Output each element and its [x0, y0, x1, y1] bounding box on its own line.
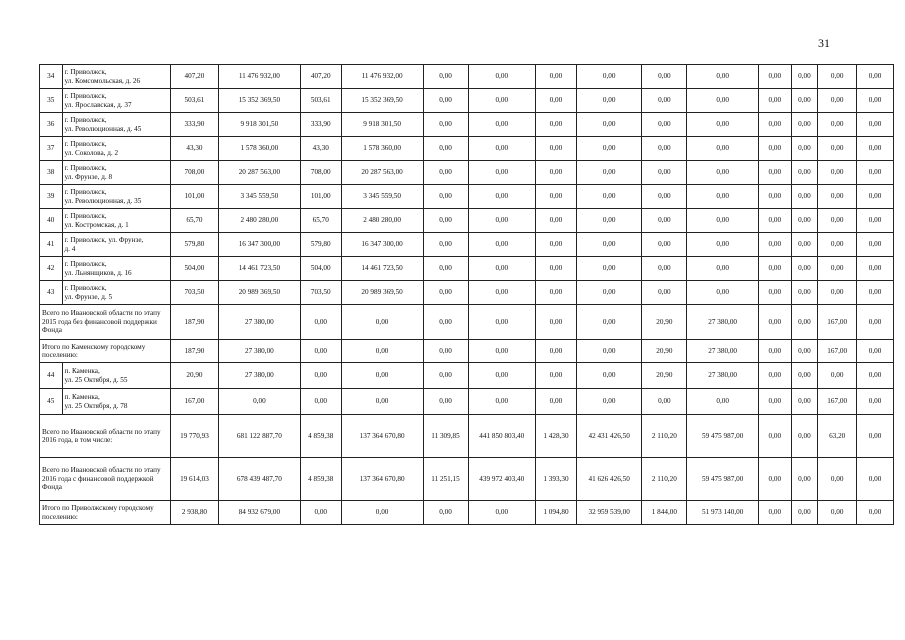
value-cell: 0,00 — [468, 137, 536, 161]
value-cell: 15 352 369,50 — [341, 89, 423, 113]
value-cell: 0,00 — [576, 113, 641, 137]
value-cell: 0,00 — [818, 113, 857, 137]
value-cell: 0,00 — [687, 113, 759, 137]
value-cell: 20 989 369,50 — [341, 281, 423, 305]
value-cell: 0,00 — [818, 161, 857, 185]
value-cell: 65,70 — [170, 209, 218, 233]
table-row — [40, 233, 894, 257]
summary-row — [40, 458, 894, 501]
value-cell: 14 461 723,50 — [341, 257, 423, 281]
value-cell: 2 110,20 — [642, 458, 687, 501]
value-cell: 2 480 280,00 — [341, 209, 423, 233]
value-cell: 0,00 — [576, 89, 641, 113]
value-cell: 0,00 — [758, 209, 791, 233]
value-cell: 0,00 — [423, 185, 468, 209]
value-cell: 0,00 — [758, 65, 791, 89]
value-cell: 0,00 — [468, 185, 536, 209]
value-cell: 0,00 — [576, 161, 641, 185]
value-cell: 0,00 — [536, 161, 577, 185]
value-cell: 579,80 — [170, 233, 218, 257]
value-cell: 101,00 — [170, 185, 218, 209]
value-cell: 20,90 — [170, 363, 218, 389]
value-cell: 9 918 301,50 — [341, 113, 423, 137]
summary-row — [40, 415, 894, 458]
table-row — [40, 257, 894, 281]
value-cell: 20 287 563,00 — [218, 161, 300, 185]
value-cell: 0,00 — [576, 340, 641, 363]
value-cell: 0,00 — [536, 137, 577, 161]
value-cell: 0,00 — [758, 257, 791, 281]
value-cell: 0,00 — [423, 340, 468, 363]
value-cell: 51 973 140,00 — [687, 501, 759, 525]
value-cell: 0,00 — [758, 113, 791, 137]
value-cell: 0,00 — [687, 257, 759, 281]
value-cell: 0,00 — [468, 161, 536, 185]
value-cell: 708,00 — [300, 161, 341, 185]
summary-label: Итого по Приволжскому городскому поселению: — [40, 501, 171, 525]
row-number: 42 — [40, 257, 63, 281]
value-cell: 0,00 — [642, 209, 687, 233]
value-cell: 0,00 — [791, 458, 818, 501]
value-cell: 0,00 — [818, 137, 857, 161]
row-number: 38 — [40, 161, 63, 185]
value-cell: 1 428,30 — [536, 415, 577, 458]
value-cell: 0,00 — [857, 65, 894, 89]
value-cell: 0,00 — [300, 340, 341, 363]
value-cell: 2 938,80 — [170, 501, 218, 525]
row-number: 43 — [40, 281, 63, 305]
value-cell: 0,00 — [758, 501, 791, 525]
value-cell: 0,00 — [818, 233, 857, 257]
value-cell: 0,00 — [791, 137, 818, 161]
table-row — [40, 89, 894, 113]
address-cell: г. Приволжск, ул. Ярославская, д. 37 — [62, 89, 170, 113]
value-cell: 0,00 — [468, 233, 536, 257]
value-cell: 11 476 932,00 — [218, 65, 300, 89]
summary-label: Всего по Ивановской области по этапу 2015 года без финансовой поддержки Фонда — [40, 305, 171, 340]
value-cell: 0,00 — [818, 363, 857, 389]
value-cell: 0,00 — [758, 458, 791, 501]
value-cell: 0,00 — [857, 340, 894, 363]
value-cell: 0,00 — [758, 305, 791, 340]
value-cell: 0,00 — [642, 89, 687, 113]
address-cell: п. Каменка, ул. 25 Октября, д. 55 — [62, 363, 170, 389]
value-cell: 439 972 403,40 — [468, 458, 536, 501]
value-cell: 0,00 — [857, 113, 894, 137]
value-cell: 0,00 — [857, 89, 894, 113]
value-cell: 0,00 — [791, 65, 818, 89]
value-cell: 0,00 — [857, 363, 894, 389]
value-cell: 333,90 — [300, 113, 341, 137]
table-body — [40, 65, 894, 525]
value-cell: 0,00 — [857, 501, 894, 525]
value-cell: 0,00 — [536, 89, 577, 113]
value-cell: 0,00 — [423, 281, 468, 305]
value-cell: 0,00 — [791, 501, 818, 525]
value-cell: 0,00 — [818, 281, 857, 305]
table-row — [40, 113, 894, 137]
summary-row — [40, 501, 894, 525]
value-cell: 0,00 — [791, 209, 818, 233]
value-cell: 0,00 — [218, 389, 300, 415]
value-cell: 16 347 300,00 — [341, 233, 423, 257]
value-cell: 0,00 — [758, 185, 791, 209]
summary-row — [40, 340, 894, 363]
value-cell: 20 989 369,50 — [218, 281, 300, 305]
value-cell: 0,00 — [791, 89, 818, 113]
value-cell: 0,00 — [818, 458, 857, 501]
value-cell: 27 380,00 — [687, 340, 759, 363]
value-cell: 27 380,00 — [218, 340, 300, 363]
value-cell: 1 578 360,00 — [218, 137, 300, 161]
value-cell: 11 476 932,00 — [341, 65, 423, 89]
value-cell: 20 287 563,00 — [341, 161, 423, 185]
value-cell: 407,20 — [170, 65, 218, 89]
value-cell: 0,00 — [857, 257, 894, 281]
value-cell: 0,00 — [857, 161, 894, 185]
row-number: 41 — [40, 233, 63, 257]
value-cell: 1 094,80 — [536, 501, 577, 525]
value-cell: 0,00 — [423, 113, 468, 137]
value-cell: 0,00 — [818, 257, 857, 281]
value-cell: 0,00 — [791, 281, 818, 305]
value-cell: 1 393,30 — [536, 458, 577, 501]
address-cell: г. Приволжск, ул. Костромская, д. 1 — [62, 209, 170, 233]
value-cell: 0,00 — [642, 161, 687, 185]
table-row — [40, 185, 894, 209]
value-cell: 703,50 — [300, 281, 341, 305]
value-cell: 0,00 — [791, 233, 818, 257]
value-cell: 0,00 — [423, 65, 468, 89]
value-cell: 0,00 — [468, 501, 536, 525]
value-cell: 101,00 — [300, 185, 341, 209]
address-cell: г. Приволжск, ул. Соколова, д. 2 — [62, 137, 170, 161]
value-cell: 407,20 — [300, 65, 341, 89]
value-cell: 0,00 — [642, 257, 687, 281]
value-cell: 441 850 803,40 — [468, 415, 536, 458]
value-cell: 0,00 — [758, 363, 791, 389]
value-cell: 0,00 — [468, 257, 536, 281]
value-cell: 167,00 — [818, 305, 857, 340]
value-cell: 0,00 — [818, 185, 857, 209]
value-cell: 703,50 — [170, 281, 218, 305]
value-cell: 708,00 — [170, 161, 218, 185]
summary-row — [40, 305, 894, 340]
table-row — [40, 389, 894, 415]
value-cell: 84 932 679,00 — [218, 501, 300, 525]
row-number: 45 — [40, 389, 63, 415]
value-cell: 0,00 — [642, 65, 687, 89]
value-cell: 0,00 — [576, 233, 641, 257]
value-cell: 2 480 280,00 — [218, 209, 300, 233]
value-cell: 14 461 723,50 — [218, 257, 300, 281]
value-cell: 3 345 559,50 — [218, 185, 300, 209]
page-number: 31 — [818, 36, 830, 50]
value-cell: 0,00 — [536, 65, 577, 89]
value-cell: 4 859,38 — [300, 458, 341, 501]
value-cell: 0,00 — [642, 233, 687, 257]
value-cell: 0,00 — [576, 281, 641, 305]
value-cell: 1 578 360,00 — [341, 137, 423, 161]
value-cell: 0,00 — [642, 137, 687, 161]
value-cell: 0,00 — [423, 257, 468, 281]
value-cell: 0,00 — [791, 113, 818, 137]
value-cell: 0,00 — [576, 65, 641, 89]
value-cell: 42 431 426,50 — [576, 415, 641, 458]
value-cell: 0,00 — [423, 363, 468, 389]
value-cell: 0,00 — [857, 137, 894, 161]
value-cell: 9 918 301,50 — [218, 113, 300, 137]
housing-table — [39, 64, 894, 525]
value-cell: 0,00 — [300, 305, 341, 340]
value-cell: 0,00 — [791, 340, 818, 363]
table-row — [40, 137, 894, 161]
value-cell: 0,00 — [423, 233, 468, 257]
value-cell: 19 770,93 — [170, 415, 218, 458]
value-cell: 0,00 — [576, 389, 641, 415]
value-cell: 0,00 — [642, 113, 687, 137]
value-cell: 32 959 539,00 — [576, 501, 641, 525]
value-cell: 579,80 — [300, 233, 341, 257]
value-cell: 0,00 — [758, 389, 791, 415]
value-cell: 187,90 — [170, 340, 218, 363]
value-cell: 0,00 — [536, 257, 577, 281]
value-cell: 11 309,85 — [423, 415, 468, 458]
address-cell: г. Приволжск, ул. Революционная, д. 35 — [62, 185, 170, 209]
value-cell: 0,00 — [791, 415, 818, 458]
value-cell: 2 110,20 — [642, 415, 687, 458]
value-cell: 19 614,03 — [170, 458, 218, 501]
value-cell: 0,00 — [536, 305, 577, 340]
value-cell: 0,00 — [536, 233, 577, 257]
value-cell: 0,00 — [857, 281, 894, 305]
value-cell: 0,00 — [576, 305, 641, 340]
value-cell: 43,30 — [170, 137, 218, 161]
value-cell: 20,90 — [642, 340, 687, 363]
value-cell: 0,00 — [468, 363, 536, 389]
value-cell: 1 844,00 — [642, 501, 687, 525]
summary-label: Всего по Ивановской области по этапу 2016 года, в том числе: — [40, 415, 171, 458]
row-number: 37 — [40, 137, 63, 161]
value-cell: 678 439 487,70 — [218, 458, 300, 501]
value-cell: 0,00 — [423, 89, 468, 113]
value-cell: 0,00 — [642, 389, 687, 415]
value-cell: 0,00 — [468, 389, 536, 415]
value-cell: 0,00 — [857, 185, 894, 209]
table-row — [40, 281, 894, 305]
value-cell: 0,00 — [576, 257, 641, 281]
value-cell: 0,00 — [468, 65, 536, 89]
value-cell: 0,00 — [468, 305, 536, 340]
value-cell: 137 364 670,80 — [341, 458, 423, 501]
value-cell: 0,00 — [857, 209, 894, 233]
value-cell: 503,61 — [300, 89, 341, 113]
table-row — [40, 363, 894, 389]
value-cell: 0,00 — [687, 389, 759, 415]
value-cell: 16 347 300,00 — [218, 233, 300, 257]
value-cell: 0,00 — [818, 209, 857, 233]
value-cell: 167,00 — [170, 389, 218, 415]
value-cell: 27 380,00 — [218, 305, 300, 340]
value-cell: 0,00 — [468, 281, 536, 305]
value-cell: 0,00 — [468, 340, 536, 363]
value-cell: 59 475 987,00 — [687, 415, 759, 458]
value-cell: 0,00 — [642, 185, 687, 209]
value-cell: 0,00 — [423, 389, 468, 415]
value-cell: 0,00 — [576, 137, 641, 161]
value-cell: 27 380,00 — [687, 305, 759, 340]
value-cell: 0,00 — [300, 389, 341, 415]
value-cell: 0,00 — [687, 233, 759, 257]
summary-label: Итого по Каменскому городскому поселению: — [40, 340, 171, 363]
value-cell: 0,00 — [341, 305, 423, 340]
value-cell: 0,00 — [341, 363, 423, 389]
value-cell: 0,00 — [687, 209, 759, 233]
value-cell: 0,00 — [423, 305, 468, 340]
value-cell: 0,00 — [536, 281, 577, 305]
value-cell: 0,00 — [423, 161, 468, 185]
value-cell: 0,00 — [857, 233, 894, 257]
row-number: 44 — [40, 363, 63, 389]
value-cell: 0,00 — [791, 257, 818, 281]
value-cell: 0,00 — [857, 305, 894, 340]
value-cell: 0,00 — [468, 113, 536, 137]
value-cell: 333,90 — [170, 113, 218, 137]
value-cell: 0,00 — [687, 185, 759, 209]
value-cell: 0,00 — [758, 137, 791, 161]
value-cell: 0,00 — [687, 65, 759, 89]
row-number: 34 — [40, 65, 63, 89]
value-cell: 0,00 — [758, 89, 791, 113]
value-cell: 41 626 426,50 — [576, 458, 641, 501]
row-number: 36 — [40, 113, 63, 137]
address-cell: г. Приволжск, ул. Революционная, д. 45 — [62, 113, 170, 137]
value-cell: 0,00 — [791, 185, 818, 209]
value-cell: 0,00 — [791, 305, 818, 340]
value-cell: 0,00 — [341, 389, 423, 415]
row-number: 39 — [40, 185, 63, 209]
address-cell: г. Приволжск, ул. Фрунзе, д. 5 — [62, 281, 170, 305]
value-cell: 0,00 — [536, 209, 577, 233]
value-cell: 0,00 — [818, 501, 857, 525]
value-cell: 15 352 369,50 — [218, 89, 300, 113]
value-cell: 0,00 — [791, 389, 818, 415]
value-cell: 187,90 — [170, 305, 218, 340]
value-cell: 0,00 — [642, 281, 687, 305]
value-cell: 0,00 — [423, 501, 468, 525]
value-cell: 0,00 — [758, 281, 791, 305]
value-cell: 0,00 — [468, 89, 536, 113]
value-cell: 0,00 — [341, 501, 423, 525]
value-cell: 0,00 — [857, 389, 894, 415]
value-cell: 0,00 — [791, 363, 818, 389]
value-cell: 4 859,38 — [300, 415, 341, 458]
address-cell: г. Приволжск, ул. Фрунзе, д. 8 — [62, 161, 170, 185]
value-cell: 504,00 — [170, 257, 218, 281]
value-cell: 0,00 — [300, 363, 341, 389]
table-row — [40, 65, 894, 89]
value-cell: 59 475 987,00 — [687, 458, 759, 501]
value-cell: 167,00 — [818, 340, 857, 363]
value-cell: 0,00 — [576, 363, 641, 389]
address-cell: п. Каменка, ул. 25 Октября, д. 78 — [62, 389, 170, 415]
value-cell: 11 251,15 — [423, 458, 468, 501]
value-cell: 0,00 — [423, 209, 468, 233]
address-cell: г. Приволжск, ул. Льнянщиков, д. 16 — [62, 257, 170, 281]
value-cell: 63,20 — [818, 415, 857, 458]
value-cell: 0,00 — [300, 501, 341, 525]
table-row — [40, 209, 894, 233]
value-cell: 0,00 — [423, 137, 468, 161]
value-cell: 0,00 — [536, 363, 577, 389]
value-cell: 0,00 — [687, 89, 759, 113]
value-cell: 0,00 — [536, 113, 577, 137]
value-cell: 0,00 — [536, 389, 577, 415]
address-cell: г. Приволжск, ул. Комсомольская, д. 26 — [62, 65, 170, 89]
value-cell: 27 380,00 — [687, 363, 759, 389]
value-cell: 681 122 887,70 — [218, 415, 300, 458]
value-cell: 0,00 — [468, 209, 536, 233]
value-cell: 0,00 — [536, 185, 577, 209]
value-cell: 167,00 — [818, 389, 857, 415]
value-cell: 0,00 — [758, 415, 791, 458]
address-cell: г. Приволжск, ул. Фрунзе, д. 4 — [62, 233, 170, 257]
value-cell: 0,00 — [687, 281, 759, 305]
value-cell: 20,90 — [642, 363, 687, 389]
value-cell: 3 345 559,50 — [341, 185, 423, 209]
value-cell: 0,00 — [818, 65, 857, 89]
row-number: 35 — [40, 89, 63, 113]
value-cell: 0,00 — [341, 340, 423, 363]
summary-label: Всего по Ивановской области по этапу 2016 года с финансовой поддержкой Фонда — [40, 458, 171, 501]
value-cell: 0,00 — [857, 458, 894, 501]
value-cell: 0,00 — [758, 161, 791, 185]
value-cell: 0,00 — [536, 340, 577, 363]
row-number: 40 — [40, 209, 63, 233]
value-cell: 503,61 — [170, 89, 218, 113]
value-cell: 0,00 — [687, 137, 759, 161]
value-cell: 0,00 — [818, 89, 857, 113]
value-cell: 0,00 — [758, 340, 791, 363]
value-cell: 65,70 — [300, 209, 341, 233]
value-cell: 0,00 — [758, 233, 791, 257]
value-cell: 504,00 — [300, 257, 341, 281]
value-cell: 0,00 — [576, 209, 641, 233]
table-row — [40, 161, 894, 185]
value-cell: 0,00 — [576, 185, 641, 209]
value-cell: 0,00 — [857, 415, 894, 458]
value-cell: 0,00 — [687, 161, 759, 185]
value-cell: 27 380,00 — [218, 363, 300, 389]
value-cell: 0,00 — [791, 161, 818, 185]
value-cell: 43,30 — [300, 137, 341, 161]
value-cell: 137 364 670,80 — [341, 415, 423, 458]
value-cell: 20,90 — [642, 305, 687, 340]
